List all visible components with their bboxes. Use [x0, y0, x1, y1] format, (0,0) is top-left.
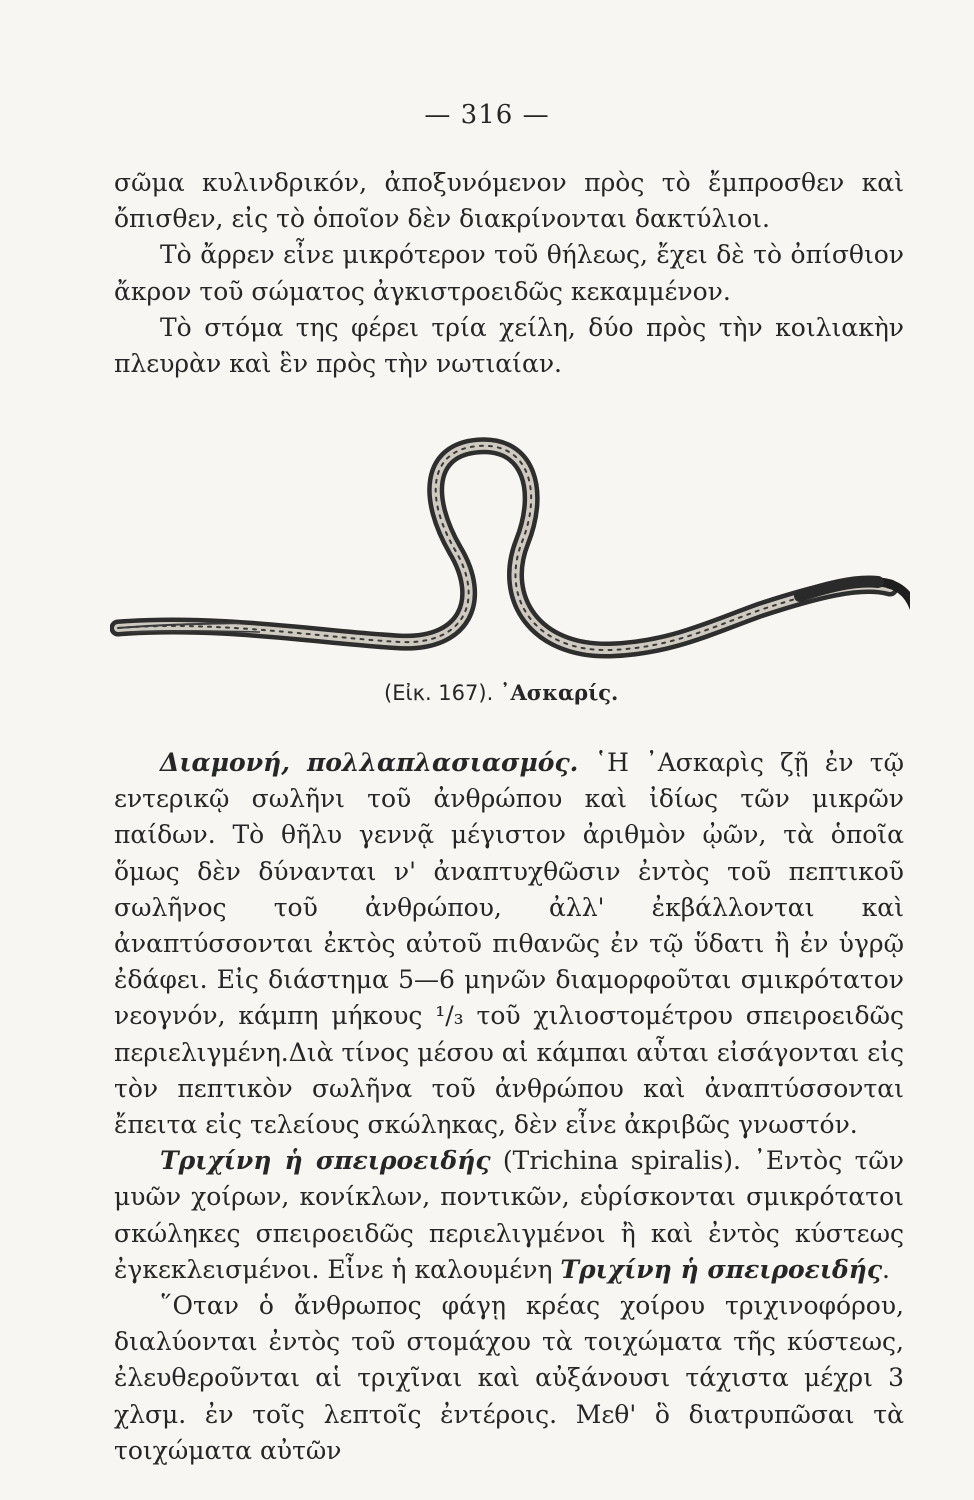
figure-caption-label: (Εἰκ. 167). [384, 681, 494, 705]
intro-paragraph-3: Τὸ στόμα της φέρει τρία χείλη, δύο πρὸς τὴν κοιλιακὴν πλευρὰν καὶ ἓν πρὸς τὴν νωτιαίαν. [114, 312, 904, 379]
page-number: — 316 — [424, 100, 550, 130]
habitat-text: ῾Η ᾿Ασκαρὶς ζῇ ἐν τῷ εντερικῷ σωλῆνι τοῦ ἀνθρώπου καὶ ἰδίως τῶν μικρῶν παίδων. Τὸ θῆλυ γεννᾷ μέγιστον ἀριθμὸν ᾠῶν, τὰ ὁποῖα ὅμως δὲν δύνανται ν' ἀναπτυχθῶσιν ἐντὸς τοῦ πεπτικοῦ σωλῆνος τοῦ ἀνθρώπου, ἀλλ' ἐκβάλλονται καὶ ἀναπτύσσονται ἐκτὸς αὐτοῦ πιθανῶς ἐν τῷ ὕδατι ἢ ἐν ὑγρῷ ἐδάφει. Εἰς διάστημα 5—6 μηνῶν διαμορφοῦται σμικρότατον νεογνόν, κάμπη μήκους ¹/₃ τοῦ χιλιοστομέτρου σπειροειδῶς περιελιγμένη.Διὰ τίνος μέσου αἱ κάμπαι αὗται εἰσάγονται εἰς τὸν πεπτικὸν σωλῆνα τοῦ ἀνθρώπου καὶ ἀναπτύσσονται ἔπειτα εἰς τελείους σκώληκας, δὲν εἶνε ἀκριβῶς γνωστόν. [114, 748, 904, 1140]
habitat-paragraph [114, 745, 904, 1143]
figure-caption-title: ᾿Ασκαρίς. [499, 680, 619, 705]
intro-paragraph-1: σῶμα κυλινδρικόν, ἀποξυνόμενον πρὸς τὸ ἔμπροσθεν καὶ ὄπισθεν, εἰς τὸ ὁποῖον δὲν διακρίνονται δακτύλιοι. [114, 168, 904, 234]
intro-paragraph-2: Τὸ ἄρρεν εἶνε μικρότερον τοῦ θήλεως, ἔχει δὲ τὸ ὀπίσθιον ἄκρον τοῦ σώματος ἀγκιστροειδῶς κεκαμμένον. [114, 240, 904, 306]
closing-paragraph: ῞Οταν ὁ ἄνθρωπος φάγῃ κρέας χοίρου τριχινοφόρου, διαλύονται ἐντὸς τοῦ στομάχου τὰ τοιχώματα τῆς κύστεως, ἐλευθεροῦνται αἱ τριχῖναι καὶ αὐξάνουσι τάχιστα μέχρι 3 χλσμ. ἐν τοῖς λεπτοῖς ἐντέροις. Μεθ' ὃ διατρυπῶσαι τὰ τοιχώματα αὐτῶν [114, 1291, 904, 1465]
trichina-heading: Τριχίνη ἡ σπειροειδής [160, 1146, 491, 1176]
trichina-text-2: . [882, 1254, 890, 1284]
figure-caption [384, 680, 618, 705]
intro-text-block [114, 165, 904, 382]
trichina-emphasis: Τριχίνη ἡ σπειροειδής [560, 1254, 883, 1284]
ascaris-figure [110, 430, 910, 680]
trichina-paragraph [114, 1143, 904, 1288]
trichina-text-1: (Trichina spiralis). ᾿Εντὸς τῶν μυῶν χοίρων, κονίκλων, ποντικῶν, εὑρίσκονται σμικρότατοι σκώληκες σπειροειδῶς περιελιγμένοι ἢ καὶ ἐντὸς κύστεως ἐγκεκλεισμένοι. Εἶνε ἡ καλουμένη [114, 1146, 905, 1284]
habitat-heading: Διαμονή, πολλαπλασιασμός. [160, 748, 579, 777]
ascaris-worm-illustration [110, 430, 910, 680]
body-text-block [114, 745, 904, 1469]
